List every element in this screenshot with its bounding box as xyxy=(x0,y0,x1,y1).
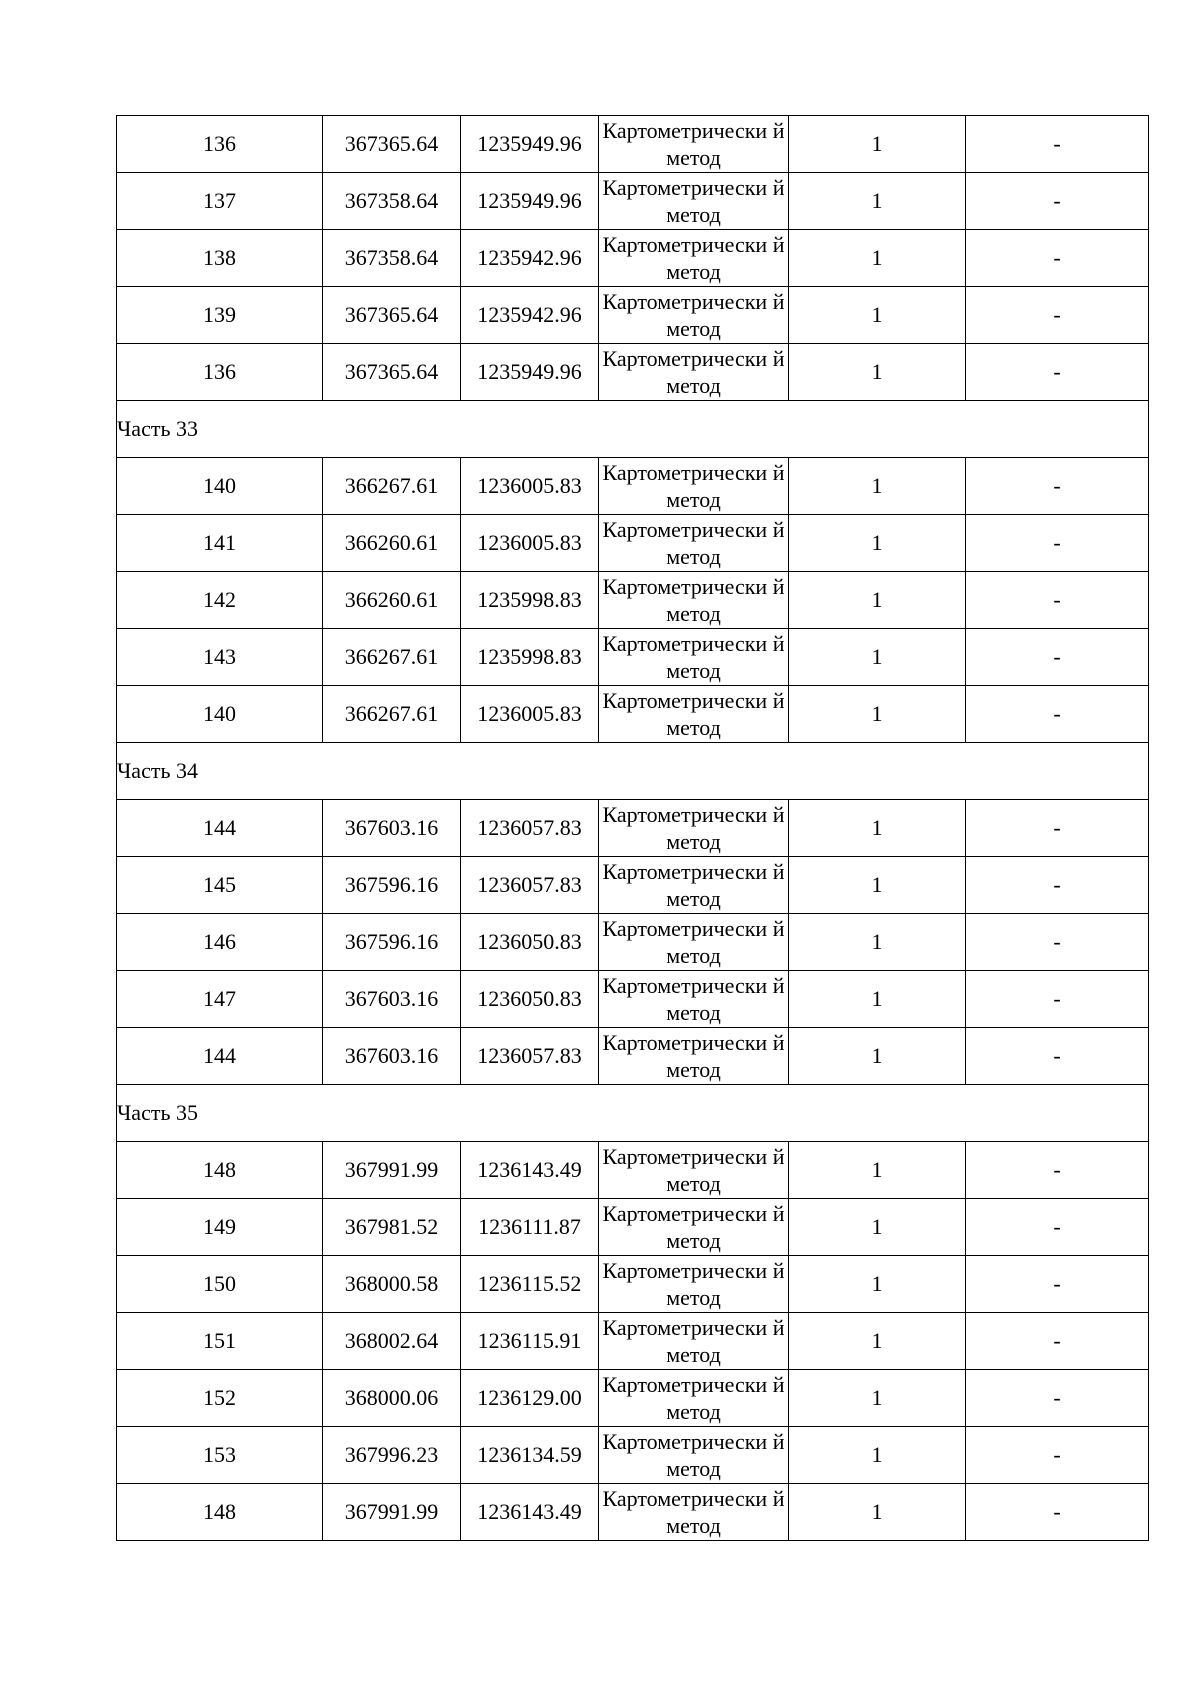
x-coordinate-cell: 367365.64 xyxy=(323,116,461,173)
x-coordinate-cell: 366267.61 xyxy=(323,458,461,515)
table-row xyxy=(117,173,1149,230)
y-coordinate-cell: 1236005.83 xyxy=(461,515,599,572)
x-coordinate-cell: 367596.16 xyxy=(323,914,461,971)
y-coordinate-cell: 1235942.96 xyxy=(461,230,599,287)
table-row xyxy=(117,914,1149,971)
accuracy-cell: 1 xyxy=(789,344,966,401)
point-number-cell: 137 xyxy=(117,173,323,230)
point-number-cell: 145 xyxy=(117,857,323,914)
accuracy-cell: 1 xyxy=(789,515,966,572)
y-coordinate-cell: 1235949.96 xyxy=(461,344,599,401)
point-number-cell: 144 xyxy=(117,800,323,857)
table-row xyxy=(117,971,1149,1028)
table-row xyxy=(117,1028,1149,1085)
method-cell: Картометрически й метод xyxy=(599,1199,789,1256)
method-cell: Картометрически й метод xyxy=(599,515,789,572)
x-coordinate-cell: 366267.61 xyxy=(323,629,461,686)
y-coordinate-cell: 1236005.83 xyxy=(461,458,599,515)
table-row xyxy=(117,458,1149,515)
accuracy-cell: 1 xyxy=(789,1142,966,1199)
accuracy-cell: 1 xyxy=(789,1256,966,1313)
method-cell: Картометрически й метод xyxy=(599,230,789,287)
note-cell: - xyxy=(966,914,1149,971)
point-number-cell: 144 xyxy=(117,1028,323,1085)
x-coordinate-cell: 367365.64 xyxy=(323,344,461,401)
table-row xyxy=(117,515,1149,572)
accuracy-cell: 1 xyxy=(789,857,966,914)
x-coordinate-cell: 368002.64 xyxy=(323,1313,461,1370)
accuracy-cell: 1 xyxy=(789,800,966,857)
x-coordinate-cell: 367991.99 xyxy=(323,1484,461,1541)
accuracy-cell: 1 xyxy=(789,572,966,629)
x-coordinate-cell: 367596.16 xyxy=(323,857,461,914)
method-cell: Картометрически й метод xyxy=(599,173,789,230)
note-cell: - xyxy=(966,857,1149,914)
accuracy-cell: 1 xyxy=(789,971,966,1028)
method-cell: Картометрически й метод xyxy=(599,287,789,344)
accuracy-cell: 1 xyxy=(789,1427,966,1484)
x-coordinate-cell: 367358.64 xyxy=(323,173,461,230)
note-cell: - xyxy=(966,458,1149,515)
y-coordinate-cell: 1236057.83 xyxy=(461,1028,599,1085)
y-coordinate-cell: 1236111.87 xyxy=(461,1199,599,1256)
method-cell: Картометрически й метод xyxy=(599,857,789,914)
accuracy-cell: 1 xyxy=(789,1370,966,1427)
note-cell: - xyxy=(966,287,1149,344)
x-coordinate-cell: 366260.61 xyxy=(323,515,461,572)
point-number-cell: 142 xyxy=(117,572,323,629)
note-cell: - xyxy=(966,1427,1149,1484)
point-number-cell: 148 xyxy=(117,1142,323,1199)
note-cell: - xyxy=(966,344,1149,401)
accuracy-cell: 1 xyxy=(789,1199,966,1256)
note-cell: - xyxy=(966,116,1149,173)
method-cell: Картометрически й метод xyxy=(599,800,789,857)
y-coordinate-cell: 1236005.83 xyxy=(461,686,599,743)
note-cell: - xyxy=(966,1028,1149,1085)
y-coordinate-cell: 1236050.83 xyxy=(461,914,599,971)
note-cell: - xyxy=(966,1484,1149,1541)
note-cell: - xyxy=(966,800,1149,857)
accuracy-cell: 1 xyxy=(789,686,966,743)
note-cell: - xyxy=(966,173,1149,230)
point-number-cell: 149 xyxy=(117,1199,323,1256)
table-row xyxy=(117,1427,1149,1484)
section-title: Часть 35 xyxy=(117,1085,1149,1142)
y-coordinate-cell: 1235942.96 xyxy=(461,287,599,344)
section-header-row xyxy=(117,743,1149,800)
x-coordinate-cell: 367365.64 xyxy=(323,287,461,344)
accuracy-cell: 1 xyxy=(789,173,966,230)
x-coordinate-cell: 367996.23 xyxy=(323,1427,461,1484)
point-number-cell: 138 xyxy=(117,230,323,287)
table-row xyxy=(117,287,1149,344)
note-cell: - xyxy=(966,230,1149,287)
method-cell: Картометрически й метод xyxy=(599,686,789,743)
table-row xyxy=(117,857,1149,914)
accuracy-cell: 1 xyxy=(789,287,966,344)
coordinates-table xyxy=(116,115,1149,1541)
point-number-cell: 151 xyxy=(117,1313,323,1370)
method-cell: Картометрически й метод xyxy=(599,971,789,1028)
y-coordinate-cell: 1236115.91 xyxy=(461,1313,599,1370)
method-cell: Картометрически й метод xyxy=(599,1484,789,1541)
method-cell: Картометрически й метод xyxy=(599,1256,789,1313)
method-cell: Картометрически й метод xyxy=(599,344,789,401)
table-row xyxy=(117,116,1149,173)
method-cell: Картометрически й метод xyxy=(599,1142,789,1199)
coordinates-table-body xyxy=(117,116,1149,1541)
table-row xyxy=(117,800,1149,857)
method-cell: Картометрически й метод xyxy=(599,1370,789,1427)
table-row xyxy=(117,1484,1149,1541)
y-coordinate-cell: 1236143.49 xyxy=(461,1142,599,1199)
point-number-cell: 146 xyxy=(117,914,323,971)
note-cell: - xyxy=(966,1256,1149,1313)
method-cell: Картометрически й метод xyxy=(599,1313,789,1370)
y-coordinate-cell: 1236143.49 xyxy=(461,1484,599,1541)
point-number-cell: 139 xyxy=(117,287,323,344)
table-row xyxy=(117,1256,1149,1313)
table-row xyxy=(117,572,1149,629)
note-cell: - xyxy=(966,1142,1149,1199)
table-row xyxy=(117,1313,1149,1370)
section-header-row xyxy=(117,401,1149,458)
section-header-row xyxy=(117,1085,1149,1142)
accuracy-cell: 1 xyxy=(789,458,966,515)
point-number-cell: 143 xyxy=(117,629,323,686)
y-coordinate-cell: 1235998.83 xyxy=(461,629,599,686)
y-coordinate-cell: 1235949.96 xyxy=(461,116,599,173)
x-coordinate-cell: 367603.16 xyxy=(323,1028,461,1085)
x-coordinate-cell: 367603.16 xyxy=(323,800,461,857)
accuracy-cell: 1 xyxy=(789,116,966,173)
accuracy-cell: 1 xyxy=(789,629,966,686)
accuracy-cell: 1 xyxy=(789,1484,966,1541)
y-coordinate-cell: 1235998.83 xyxy=(461,572,599,629)
section-title: Часть 33 xyxy=(117,401,1149,458)
method-cell: Картометрически й метод xyxy=(599,1427,789,1484)
note-cell: - xyxy=(966,572,1149,629)
x-coordinate-cell: 367991.99 xyxy=(323,1142,461,1199)
point-number-cell: 140 xyxy=(117,458,323,515)
note-cell: - xyxy=(966,515,1149,572)
point-number-cell: 153 xyxy=(117,1427,323,1484)
y-coordinate-cell: 1236057.83 xyxy=(461,800,599,857)
point-number-cell: 147 xyxy=(117,971,323,1028)
y-coordinate-cell: 1236134.59 xyxy=(461,1427,599,1484)
y-coordinate-cell: 1236050.83 xyxy=(461,971,599,1028)
table-row xyxy=(117,1142,1149,1199)
method-cell: Картометрически й метод xyxy=(599,914,789,971)
note-cell: - xyxy=(966,686,1149,743)
point-number-cell: 140 xyxy=(117,686,323,743)
accuracy-cell: 1 xyxy=(789,1028,966,1085)
accuracy-cell: 1 xyxy=(789,230,966,287)
method-cell: Картометрически й метод xyxy=(599,1028,789,1085)
method-cell: Картометрически й метод xyxy=(599,116,789,173)
x-coordinate-cell: 367981.52 xyxy=(323,1199,461,1256)
table-row xyxy=(117,629,1149,686)
table-row xyxy=(117,344,1149,401)
x-coordinate-cell: 367603.16 xyxy=(323,971,461,1028)
method-cell: Картометрически й метод xyxy=(599,458,789,515)
table-row xyxy=(117,230,1149,287)
point-number-cell: 141 xyxy=(117,515,323,572)
accuracy-cell: 1 xyxy=(789,914,966,971)
point-number-cell: 148 xyxy=(117,1484,323,1541)
point-number-cell: 136 xyxy=(117,344,323,401)
note-cell: - xyxy=(966,1199,1149,1256)
method-cell: Картометрически й метод xyxy=(599,629,789,686)
section-title: Часть 34 xyxy=(117,743,1149,800)
x-coordinate-cell: 368000.58 xyxy=(323,1256,461,1313)
x-coordinate-cell: 368000.06 xyxy=(323,1370,461,1427)
note-cell: - xyxy=(966,1313,1149,1370)
table-row xyxy=(117,686,1149,743)
x-coordinate-cell: 366267.61 xyxy=(323,686,461,743)
note-cell: - xyxy=(966,629,1149,686)
table-row xyxy=(117,1370,1149,1427)
x-coordinate-cell: 366260.61 xyxy=(323,572,461,629)
point-number-cell: 136 xyxy=(117,116,323,173)
x-coordinate-cell: 367358.64 xyxy=(323,230,461,287)
y-coordinate-cell: 1235949.96 xyxy=(461,173,599,230)
y-coordinate-cell: 1236129.00 xyxy=(461,1370,599,1427)
accuracy-cell: 1 xyxy=(789,1313,966,1370)
note-cell: - xyxy=(966,971,1149,1028)
point-number-cell: 152 xyxy=(117,1370,323,1427)
y-coordinate-cell: 1236115.52 xyxy=(461,1256,599,1313)
point-number-cell: 150 xyxy=(117,1256,323,1313)
note-cell: - xyxy=(966,1370,1149,1427)
method-cell: Картометрически й метод xyxy=(599,572,789,629)
y-coordinate-cell: 1236057.83 xyxy=(461,857,599,914)
table-row xyxy=(117,1199,1149,1256)
